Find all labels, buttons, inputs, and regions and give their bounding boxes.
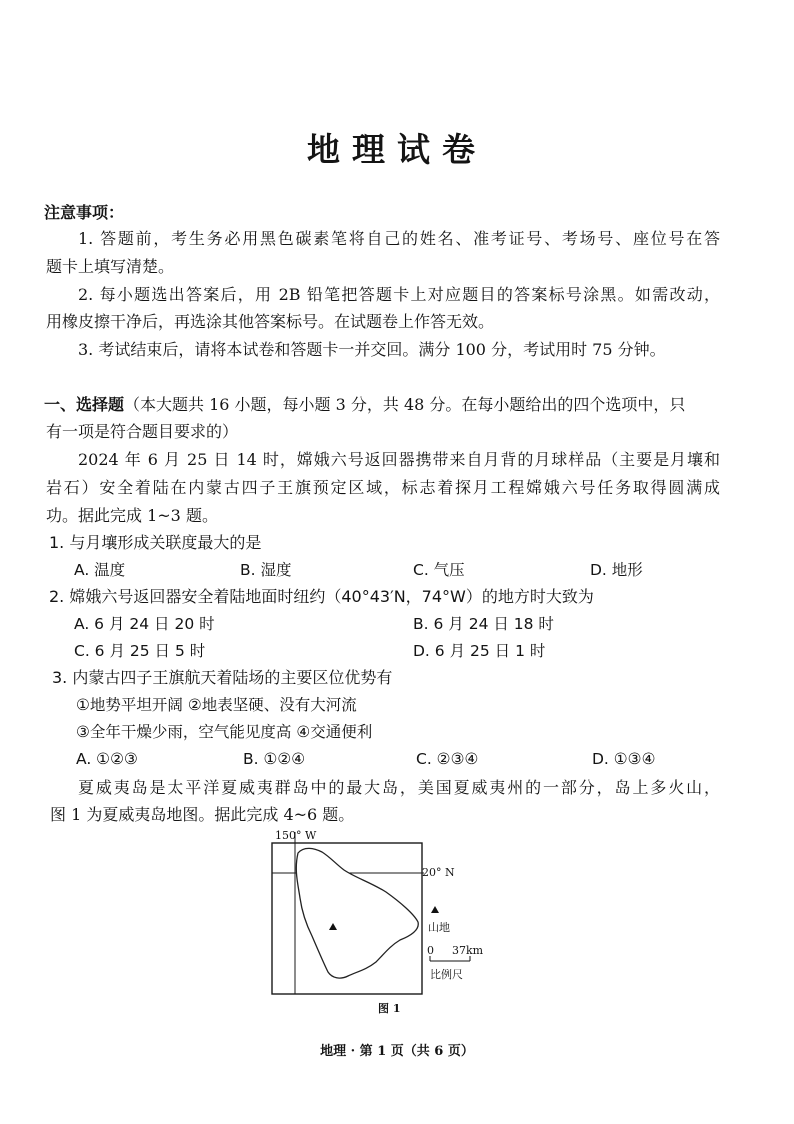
notice-item3: 3. 考试结束后，请将本试卷和答题卡一并交回。满分 100 分，考试用时 75 分钟。	[78, 340, 666, 359]
q3-condition-3-4: ③全年干燥少雨，空气能见度高 ④交通便利	[76, 723, 373, 741]
q2-option-b: B. 6 月 24 日 18 时	[413, 615, 554, 633]
q2-option-a: A. 6 月 24 日 20 时	[74, 615, 215, 633]
notice-item1-line2: 题卡上填写清楚。	[46, 257, 175, 276]
q1-option-d: D. 地形	[590, 561, 643, 579]
q1-stem: 1. 与月壤形成关联度最大的是	[49, 533, 262, 552]
section1-desc-line2: 有一项是符合题目要求的）	[46, 422, 239, 441]
notice-item2-line1: 2. 每小题选出答案后，用 2B 铅笔把答题卡上对应题目的答案标号涂黑。如需改动，	[78, 285, 720, 304]
q2-option-d: D. 6 月 25 日 1 时	[413, 642, 546, 660]
notice-item2-line2: 用橡皮擦干净后，再选涂其他答案标号。在试题卷上作答无效。	[46, 312, 495, 331]
q2-option-c: C. 6 月 25 日 5 时	[74, 642, 206, 660]
passage1-line2: 岩石）安全着陆在内蒙古四子王旗预定区域，标志着探月工程嫦娥六号任务取得圆满成	[46, 478, 720, 497]
notice-heading: 注意事项：	[44, 203, 125, 222]
section1-header	[44, 395, 720, 415]
legend-mountain-icon	[431, 906, 439, 913]
scale-start-label: 0	[427, 944, 434, 957]
passage1-line1: 2024 年 6 月 25 日 14 时，嫦娥六号返回器携带来自月背的月球样品（主要是月壤和	[78, 450, 720, 469]
q2-stem: 2. 嫦娥六号返回器安全着陆地面时纽约（40°43′N，74°W）的地方时大致为	[49, 587, 594, 606]
q3-option-c: C. ②③④	[416, 750, 479, 768]
latitude-label: 20° N	[422, 866, 455, 879]
passage2-line2: 图 1 为夏威夷岛地图。据此完成 4~6 题。	[50, 805, 355, 824]
scale-end-label: 37km	[452, 944, 484, 957]
figure-caption: 图 1	[378, 1002, 401, 1015]
q3-option-a: A. ①②③	[76, 750, 138, 768]
q3-condition-1-2: ①地势平坦开阔 ②地表坚硬、没有大河流	[76, 696, 357, 714]
page-footer: 地理 · 第 1 页（共 6 页）	[320, 1044, 474, 1059]
passage2-line1: 夏威夷岛是太平洋夏威夷群岛中的最大岛，美国夏威夷州的一部分，岛上多火山，	[78, 778, 720, 797]
q1-option-b: B. 湿度	[240, 561, 292, 579]
passage1-line3: 功。据此完成 1~3 题。	[46, 506, 218, 525]
legend-mountain-label: 山地	[428, 921, 450, 934]
q1-option-c: C. 气压	[413, 561, 465, 579]
hawaii-map	[260, 826, 530, 1016]
hawaii-map-figure	[260, 826, 530, 1016]
q3-option-d: D. ①③④	[592, 750, 656, 768]
longitude-label: 150° W	[275, 829, 317, 842]
section1-desc-line1: （本大题共 16 小题，每小题 3 分，共 48 分。在每小题给出的四个选项中，只	[124, 395, 686, 414]
section1-heading: 一、选择题	[44, 395, 125, 414]
notice-item1-line1: 1. 答题前，考生务必用黑色碳素笔将自己的姓名、准考证号、考场号、座位号在答	[78, 229, 720, 248]
q3-stem: 3. 内蒙古四子王旗航天着陆场的主要区位优势有	[52, 668, 393, 687]
q3-option-b: B. ①②④	[243, 750, 306, 768]
q1-option-a: A. 温度	[74, 561, 126, 579]
scale-label: 比例尺	[430, 968, 463, 981]
page-title: 地理试卷	[307, 130, 487, 169]
